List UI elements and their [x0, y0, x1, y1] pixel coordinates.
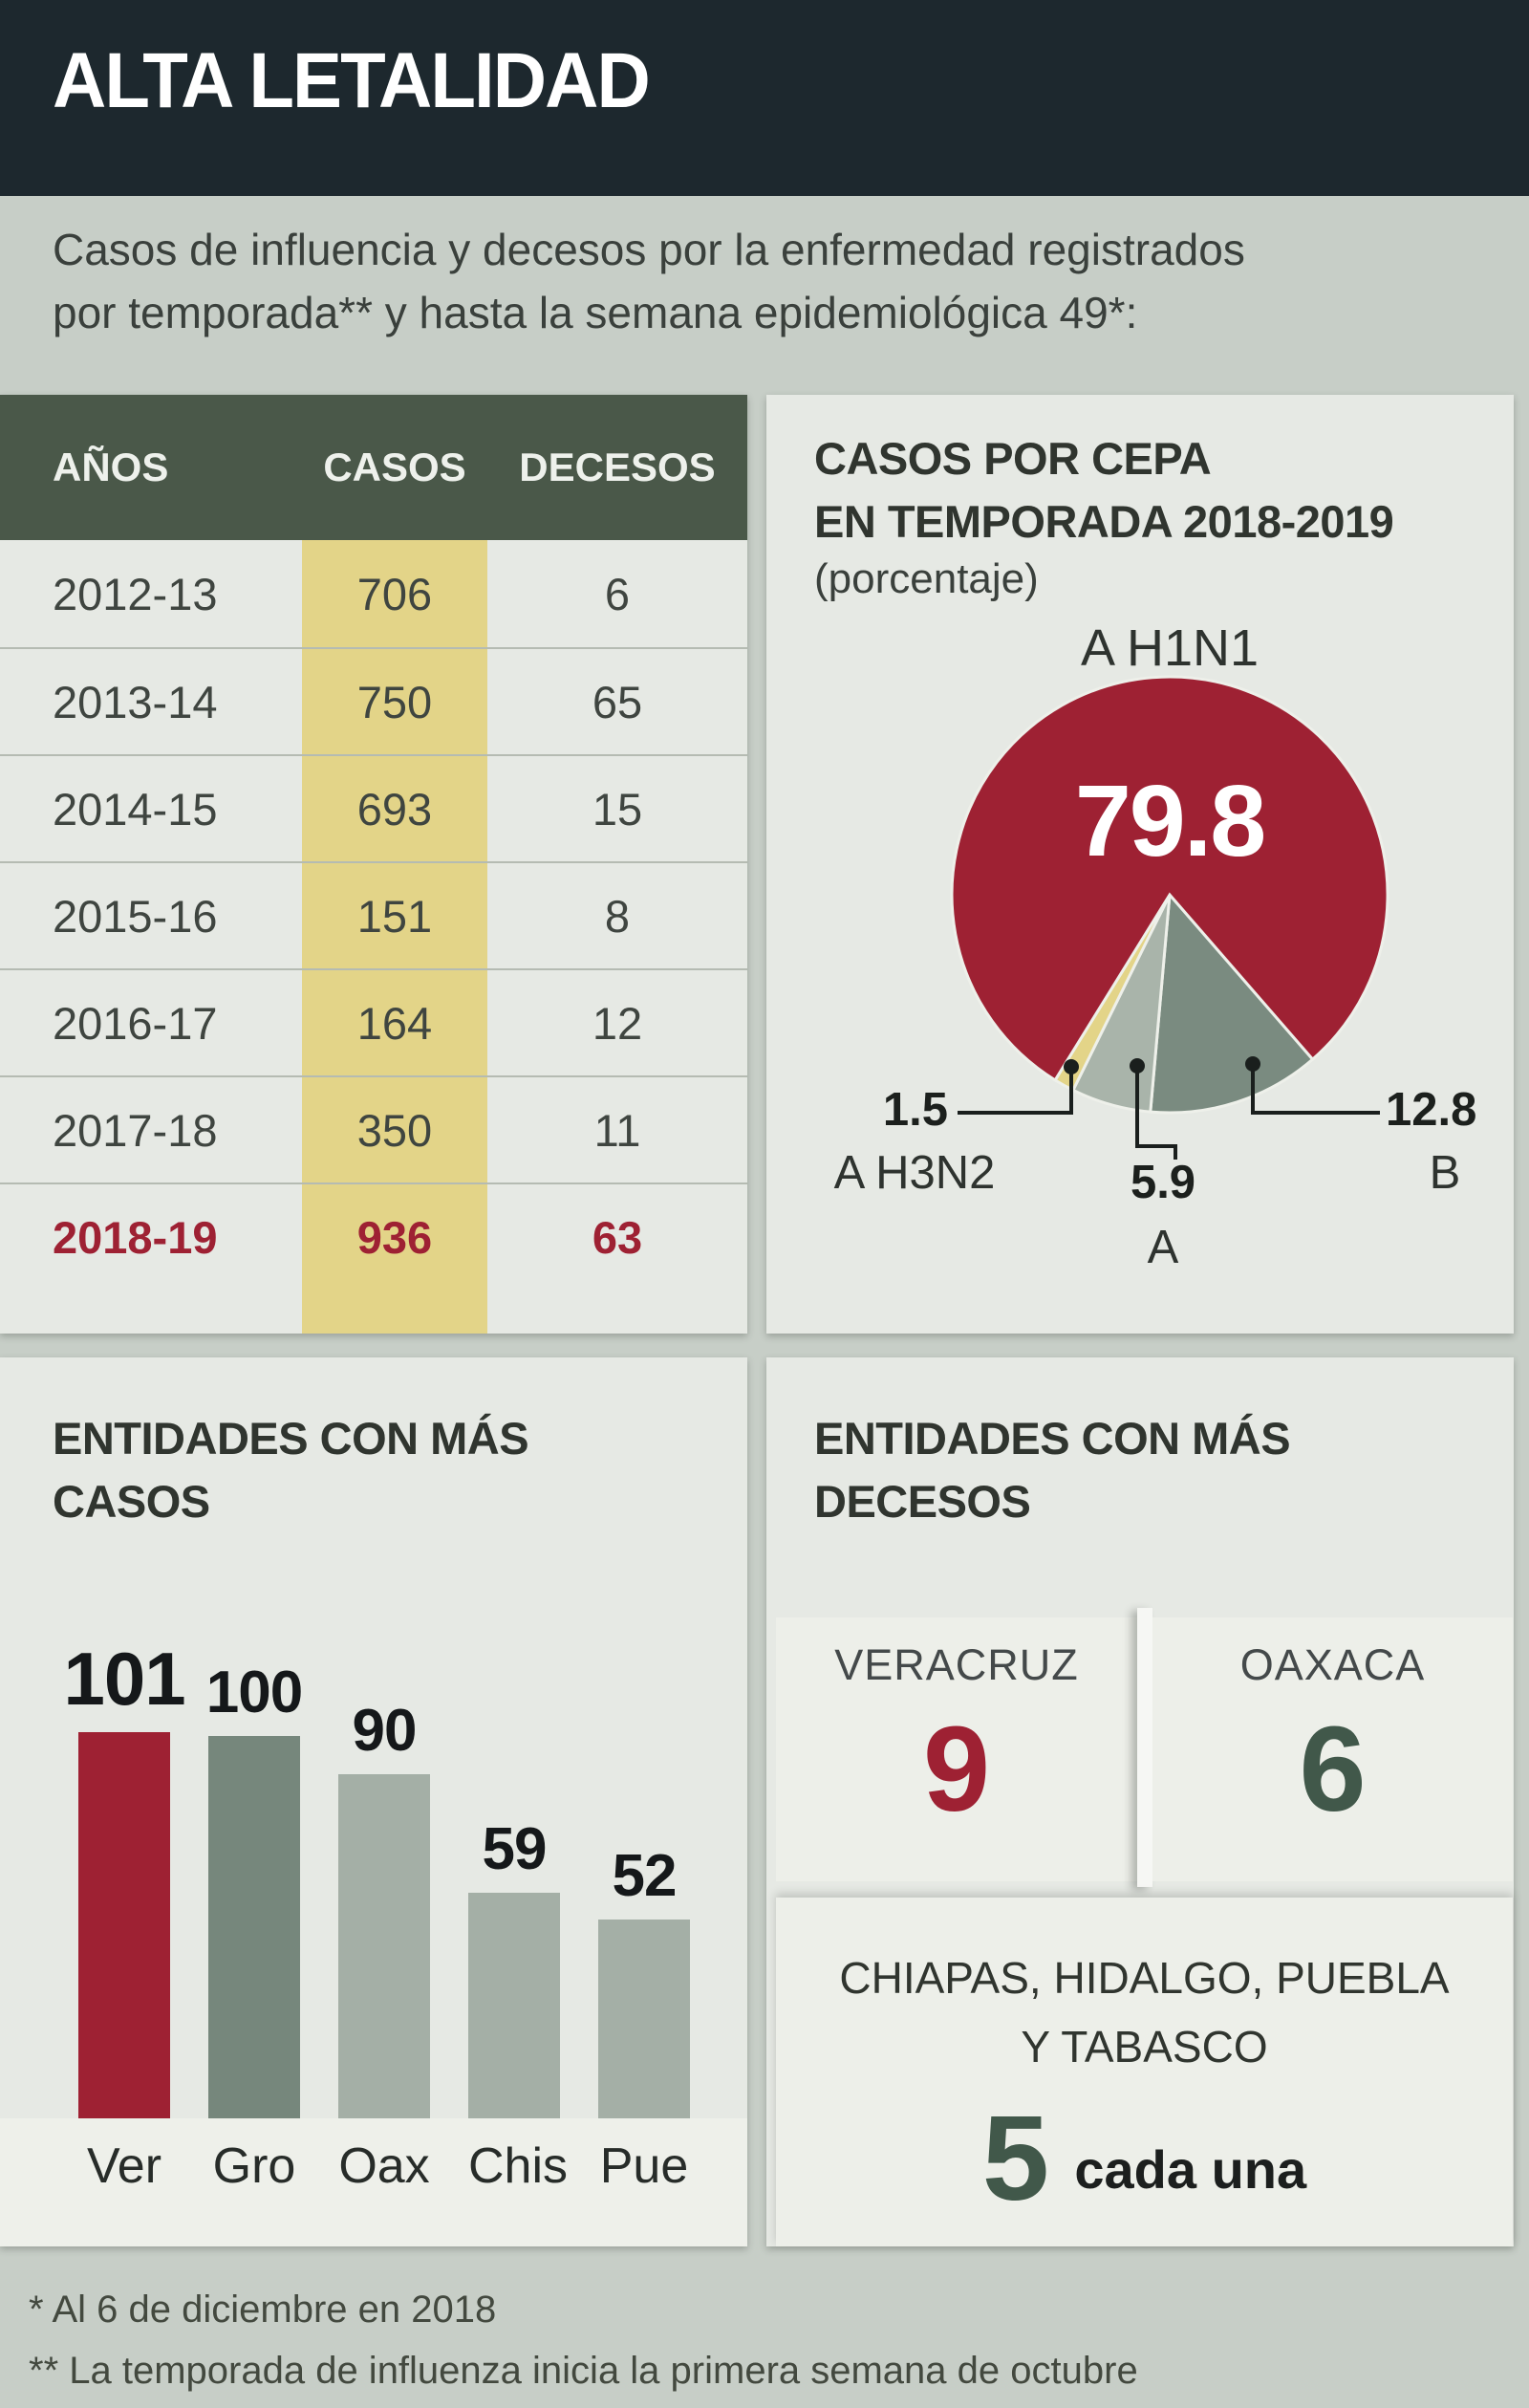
- dot-a-h3n2: [1064, 1059, 1079, 1074]
- pie-title-line-2: EN TEMPORADA 2018-2019: [814, 496, 1394, 547]
- casos-cell: 693: [356, 783, 433, 835]
- dot-a: [1130, 1058, 1145, 1074]
- cases-bar-panel: [0, 1357, 747, 2246]
- bar-rect-gro: [208, 1736, 300, 2118]
- intro-line-1: Casos de influencia y decesos por la enfermedad registrados: [53, 225, 1245, 274]
- table-header-row: [0, 395, 747, 540]
- casos-cell: 151: [356, 890, 433, 942]
- bar-rect-chis: [468, 1893, 560, 2118]
- cells-divider: [1137, 1608, 1152, 1887]
- bar-ver: [63, 1636, 185, 2118]
- pie-main-slice-label: A H1N1: [1080, 619, 1260, 677]
- table-row: [0, 861, 747, 968]
- seasons-table-panel: [0, 395, 747, 1334]
- deaths-group-value-row: [776, 2089, 1513, 2227]
- footnote-1: * Al 6 de diciembre en 2018: [29, 2289, 497, 2331]
- pie-unit-note: (porcentaje): [814, 555, 1039, 602]
- table-body: [0, 540, 747, 1290]
- year-cell: 2014-15: [53, 783, 218, 835]
- casos-cell: 350: [356, 1104, 433, 1156]
- bar-label-ver: Ver: [86, 2138, 162, 2194]
- callout-label-b: B: [1429, 1147, 1461, 1199]
- deaths-cell-veracruz: [776, 1617, 1137, 1881]
- bar-value-pue: 52: [612, 1843, 677, 1909]
- bar-label-pue: Pue: [599, 2138, 689, 2194]
- masthead: [0, 0, 1529, 196]
- deaths-group-states: [776, 1943, 1513, 2081]
- casos-cell: 750: [356, 676, 433, 727]
- group-states-line-1: CHIAPAS, HIDALGO, PUEBLA: [839, 1953, 1450, 2003]
- decesos-cell: 15: [592, 783, 643, 835]
- casos-cell: 164: [356, 997, 433, 1049]
- cases-title-line-2: CASOS: [53, 1476, 210, 1527]
- decesos-cell: 12: [592, 997, 643, 1049]
- pie-main-slice-value: 79.8: [1074, 765, 1265, 878]
- decesos-cell: 65: [592, 676, 643, 727]
- strain-pie-panel: [766, 395, 1514, 1334]
- dot-b: [1245, 1056, 1260, 1072]
- bar-rect-ver: [78, 1732, 170, 2118]
- decesos-cell: 8: [604, 890, 631, 942]
- table-row: [0, 968, 747, 1075]
- casos-cell: 706: [356, 568, 433, 619]
- cases-section-title: [53, 1407, 528, 1533]
- deaths-title-line-2: DECESOS: [814, 1476, 1031, 1527]
- year-cell: 2016-17: [53, 997, 218, 1049]
- bar-value-ver: 101: [63, 1637, 185, 1721]
- deaths-state-veracruz: VERACRUZ: [834, 1640, 1079, 1689]
- group-states-line-2: Y TABASCO: [1021, 2022, 1268, 2072]
- footnotes: [29, 2279, 1138, 2401]
- bar-value-chis: 59: [482, 1816, 547, 1882]
- col-header-casos: CASOS: [323, 445, 466, 489]
- bar-oax: [338, 1697, 430, 2118]
- bar-label-oax: Oax: [338, 2138, 430, 2194]
- decesos-cell: 63: [592, 1211, 643, 1263]
- pie-slices-group: [952, 677, 1388, 1113]
- year-cell: 2013-14: [53, 676, 218, 727]
- bar-chis: [468, 1815, 560, 2118]
- decesos-cell: 6: [604, 568, 631, 619]
- decesos-cell: 11: [593, 1104, 641, 1156]
- page-title: ALTA LETALIDAD: [53, 37, 649, 124]
- bar-rect-oax: [338, 1774, 430, 2118]
- table-row: [0, 540, 747, 647]
- deaths-group-panel: [776, 1898, 1513, 2246]
- callout-value-a: 5.9: [1130, 1157, 1196, 1208]
- bar-pue: [598, 1842, 690, 2118]
- deaths-count-veracruz: 9: [922, 1702, 991, 1836]
- footnote-2: ** La temporada de influenza inicia la primera semana de octubre: [29, 2350, 1138, 2392]
- bar-label-chis: Chis: [468, 2138, 569, 2194]
- deaths-panel: [766, 1357, 1514, 2246]
- deaths-state-oaxaca: OAXACA: [1239, 1640, 1426, 1689]
- year-cell: 2015-16: [53, 890, 218, 942]
- table-row-highlighted: [0, 1182, 747, 1290]
- bar-value-oax: 90: [352, 1698, 417, 1764]
- bar-gro: [205, 1659, 303, 2118]
- deaths-group-count: 5: [981, 2091, 1049, 2225]
- intro-line-2: por temporada** y hasta la semana epidemiológica 49*:: [53, 288, 1138, 337]
- col-header-anos: AÑOS: [53, 445, 169, 489]
- table-row: [0, 647, 747, 754]
- deaths-group-suffix: cada una: [1074, 2139, 1307, 2200]
- intro-text: [53, 218, 1486, 344]
- deaths-cell-oaxaca: [1152, 1617, 1513, 1881]
- bar-label-gro: Gro: [212, 2138, 296, 2194]
- col-header-decesos: DECESOS: [519, 445, 716, 489]
- callout-label-a: A: [1147, 1222, 1179, 1273]
- deaths-section-title: [814, 1407, 1290, 1533]
- year-cell: 2018-19: [53, 1211, 218, 1263]
- deaths-title-line-1: ENTIDADES CON MÁS: [814, 1413, 1291, 1464]
- year-cell: 2012-13: [53, 568, 218, 619]
- casos-cell: 936: [356, 1211, 433, 1263]
- callout-label-a-h3n2: A H3N2: [833, 1147, 996, 1199]
- table-row: [0, 1075, 747, 1182]
- callout-value-b: 12.8: [1386, 1084, 1477, 1136]
- bar-value-gro: 100: [205, 1660, 303, 1725]
- pie-title-line-1: CASOS POR CEPA: [814, 433, 1212, 484]
- callout-value-a-h3n2: 1.5: [882, 1084, 948, 1136]
- table-row: [0, 754, 747, 861]
- deaths-count-oaxaca: 6: [1299, 1702, 1367, 1836]
- cases-title-line-1: ENTIDADES CON MÁS: [53, 1413, 529, 1464]
- bar-rect-pue: [598, 1920, 690, 2118]
- year-cell: 2017-18: [53, 1104, 218, 1156]
